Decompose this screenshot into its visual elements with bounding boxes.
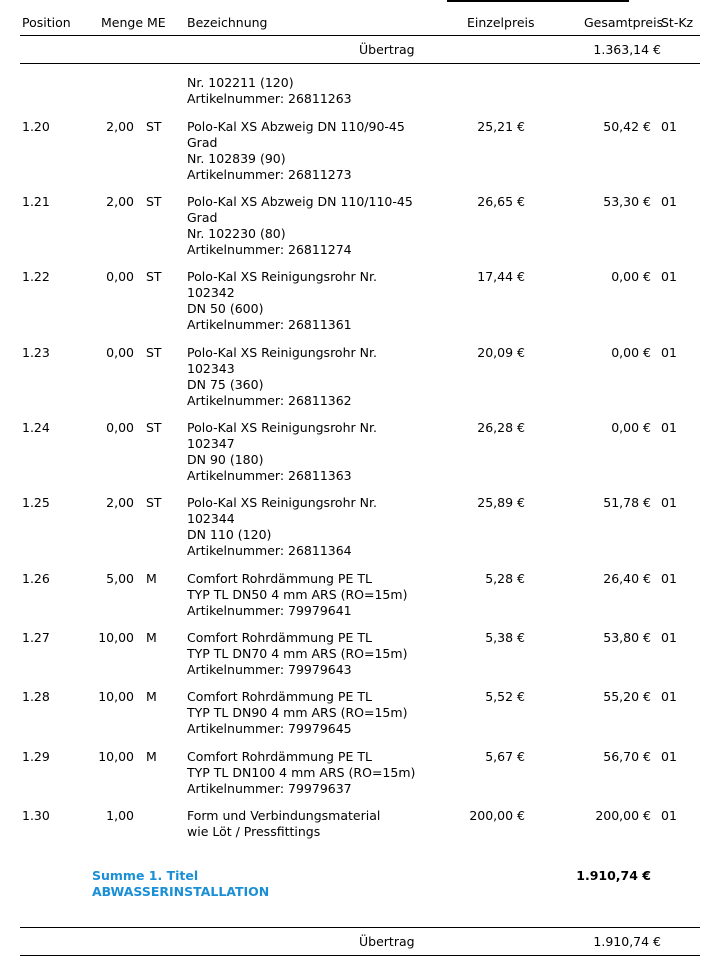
item-total: 56,70 € bbox=[603, 749, 651, 764]
continuation-line: Artikelnummer: 26811263 bbox=[187, 91, 352, 106]
item-unit: ST bbox=[146, 194, 162, 209]
item-quantity: 1,00 bbox=[106, 808, 134, 823]
description-line: Polo-Kal XS Reinigungsrohr Nr. bbox=[187, 420, 377, 435]
item-stkz: 01 bbox=[661, 119, 677, 134]
description-line: DN 75 (360) bbox=[187, 377, 264, 392]
item-unit-price: 200,00 € bbox=[469, 808, 525, 823]
sum-title: Summe 1. Titel bbox=[92, 868, 199, 883]
item-description bbox=[187, 269, 377, 333]
item-unit: M bbox=[146, 630, 157, 645]
item-quantity: 5,00 bbox=[106, 571, 134, 586]
item-position: 1.21 bbox=[22, 194, 50, 209]
description-line: Polo-Kal XS Abzweig DN 110/110-45 bbox=[187, 194, 413, 209]
item-unit-price: 17,44 € bbox=[477, 269, 525, 284]
item-total: 200,00 € bbox=[595, 808, 651, 823]
description-line: Artikelnummer: 79979645 bbox=[187, 721, 352, 736]
carry-top-amount: 1.363,14 € bbox=[593, 42, 661, 57]
item-quantity: 10,00 bbox=[98, 630, 134, 645]
item-quantity: 2,00 bbox=[106, 495, 134, 510]
item-description bbox=[187, 808, 380, 840]
item-total: 53,30 € bbox=[603, 194, 651, 209]
description-line: Artikelnummer: 26811361 bbox=[187, 317, 352, 332]
item-stkz: 01 bbox=[661, 345, 677, 360]
header-einzelpreis: Einzelpreis bbox=[467, 15, 535, 30]
description-line: Artikelnummer: 26811273 bbox=[187, 167, 352, 182]
description-line: Artikelnummer: 26811364 bbox=[187, 543, 352, 558]
continuation-text bbox=[187, 75, 352, 107]
item-stkz: 01 bbox=[661, 689, 677, 704]
item-position: 1.25 bbox=[22, 495, 50, 510]
item-unit-price: 5,52 € bbox=[485, 689, 525, 704]
continuation-line: Nr. 102211 (120) bbox=[187, 75, 294, 90]
item-position: 1.29 bbox=[22, 749, 50, 764]
description-line: Polo-Kal XS Reinigungsrohr Nr. bbox=[187, 495, 377, 510]
item-quantity: 0,00 bbox=[106, 420, 134, 435]
item-unit-price: 26,28 € bbox=[477, 420, 525, 435]
item-unit: ST bbox=[146, 420, 162, 435]
description-line: Nr. 102230 (80) bbox=[187, 226, 286, 241]
carry-bottom-top-divider bbox=[20, 927, 700, 928]
item-unit-price: 25,89 € bbox=[477, 495, 525, 510]
item-total: 51,78 € bbox=[603, 495, 651, 510]
item-stkz: 01 bbox=[661, 420, 677, 435]
description-line: Polo-Kal XS Reinigungsrohr Nr. bbox=[187, 345, 377, 360]
header-gesamtpreis: Gesamtpreis bbox=[584, 15, 664, 30]
item-quantity: 0,00 bbox=[106, 269, 134, 284]
carry-bottom-label: Übertrag bbox=[359, 934, 415, 949]
item-unit-price: 5,28 € bbox=[485, 571, 525, 586]
item-position: 1.22 bbox=[22, 269, 50, 284]
item-position: 1.28 bbox=[22, 689, 50, 704]
description-line: Artikelnummer: 26811274 bbox=[187, 242, 352, 257]
item-unit-price: 5,38 € bbox=[485, 630, 525, 645]
description-line: Form und Verbindungsmaterial bbox=[187, 808, 381, 823]
item-total: 0,00 € bbox=[611, 345, 651, 360]
item-position: 1.23 bbox=[22, 345, 50, 360]
description-line: Nr. 102839 (90) bbox=[187, 151, 286, 166]
description-line: Artikelnummer: 26811363 bbox=[187, 468, 352, 483]
item-position: 1.24 bbox=[22, 420, 50, 435]
item-unit: M bbox=[146, 571, 157, 586]
item-unit-price: 25,21 € bbox=[477, 119, 525, 134]
description-line: DN 50 (600) bbox=[187, 301, 264, 316]
item-description bbox=[187, 571, 407, 619]
item-quantity: 0,00 bbox=[106, 345, 134, 360]
item-stkz: 01 bbox=[661, 571, 677, 586]
item-total: 26,40 € bbox=[603, 571, 651, 586]
description-line: TYP TL DN70 4 mm ARS (RO=15m) bbox=[187, 646, 408, 661]
item-position: 1.26 bbox=[22, 571, 50, 586]
item-unit: ST bbox=[146, 495, 162, 510]
carry-bottom-divider bbox=[20, 955, 700, 956]
header-stkz: St-Kz bbox=[661, 15, 694, 30]
item-description bbox=[187, 420, 377, 484]
description-line: DN 110 (120) bbox=[187, 527, 272, 542]
description-line: Grad bbox=[187, 210, 218, 225]
carry-top-label: Übertrag bbox=[359, 42, 415, 57]
description-line: Grad bbox=[187, 135, 218, 150]
item-stkz: 01 bbox=[661, 495, 677, 510]
description-line: Comfort Rohrdämmung PE TL bbox=[187, 749, 372, 764]
description-line: Polo-Kal XS Reinigungsrohr Nr. bbox=[187, 269, 377, 284]
description-line: 102342 bbox=[187, 285, 235, 300]
item-position: 1.20 bbox=[22, 119, 50, 134]
description-line: wie Löt / Pressfittings bbox=[187, 824, 321, 839]
item-total: 50,42 € bbox=[603, 119, 651, 134]
item-position: 1.27 bbox=[22, 630, 50, 645]
description-line: 102347 bbox=[187, 436, 235, 451]
description-line: Artikelnummer: 79979637 bbox=[187, 781, 352, 796]
item-quantity: 2,00 bbox=[106, 119, 134, 134]
item-description bbox=[187, 749, 415, 797]
header-bezeichnung: Bezeichnung bbox=[187, 15, 268, 30]
item-unit: ST bbox=[146, 269, 162, 284]
description-line: Comfort Rohrdämmung PE TL bbox=[187, 689, 372, 704]
item-total: 0,00 € bbox=[611, 420, 651, 435]
header-position: Position bbox=[22, 15, 71, 30]
description-line: Artikelnummer: 79979641 bbox=[187, 603, 352, 618]
item-unit-price: 26,65 € bbox=[477, 194, 525, 209]
description-line: TYP TL DN100 4 mm ARS (RO=15m) bbox=[187, 765, 416, 780]
description-line: Comfort Rohrdämmung PE TL bbox=[187, 630, 372, 645]
item-unit-price: 5,67 € bbox=[485, 749, 525, 764]
sum-amount: 1.910,74 € bbox=[576, 868, 651, 883]
item-description bbox=[187, 194, 413, 258]
carry-bottom-amount: 1.910,74 € bbox=[593, 934, 661, 949]
item-stkz: 01 bbox=[661, 749, 677, 764]
description-line: 102344 bbox=[187, 511, 235, 526]
item-description bbox=[187, 630, 407, 678]
description-line: TYP TL DN90 4 mm ARS (RO=15m) bbox=[187, 705, 408, 720]
description-line: Comfort Rohrdämmung PE TL bbox=[187, 571, 372, 586]
item-stkz: 01 bbox=[661, 194, 677, 209]
item-description bbox=[187, 689, 407, 737]
item-total: 53,80 € bbox=[603, 630, 651, 645]
item-unit: M bbox=[146, 749, 157, 764]
description-line: Artikelnummer: 79979643 bbox=[187, 662, 352, 677]
item-stkz: 01 bbox=[661, 808, 677, 823]
description-line: TYP TL DN50 4 mm ARS (RO=15m) bbox=[187, 587, 408, 602]
description-line: DN 90 (180) bbox=[187, 452, 264, 467]
item-unit: ST bbox=[146, 119, 162, 134]
top-rule bbox=[447, 0, 629, 2]
description-line: Polo-Kal XS Abzweig DN 110/90-45 bbox=[187, 119, 405, 134]
item-unit: M bbox=[146, 689, 157, 704]
description-line: Artikelnummer: 26811362 bbox=[187, 393, 352, 408]
description-line: 102343 bbox=[187, 361, 235, 376]
item-position: 1.30 bbox=[22, 808, 50, 823]
item-description bbox=[187, 495, 377, 559]
carry-top-divider bbox=[20, 63, 700, 64]
header-divider bbox=[20, 35, 700, 36]
item-total: 55,20 € bbox=[603, 689, 651, 704]
item-description bbox=[187, 119, 405, 183]
item-stkz: 01 bbox=[661, 269, 677, 284]
item-unit-price: 20,09 € bbox=[477, 345, 525, 360]
item-quantity: 10,00 bbox=[98, 689, 134, 704]
item-stkz: 01 bbox=[661, 630, 677, 645]
item-unit: ST bbox=[146, 345, 162, 360]
item-quantity: 10,00 bbox=[98, 749, 134, 764]
item-quantity: 2,00 bbox=[106, 194, 134, 209]
header-me: ME bbox=[147, 15, 166, 30]
item-description bbox=[187, 345, 377, 409]
item-total: 0,00 € bbox=[611, 269, 651, 284]
header-menge: Menge bbox=[101, 15, 144, 30]
sum-section-name: ABWASSERINSTALLATION bbox=[92, 884, 270, 899]
